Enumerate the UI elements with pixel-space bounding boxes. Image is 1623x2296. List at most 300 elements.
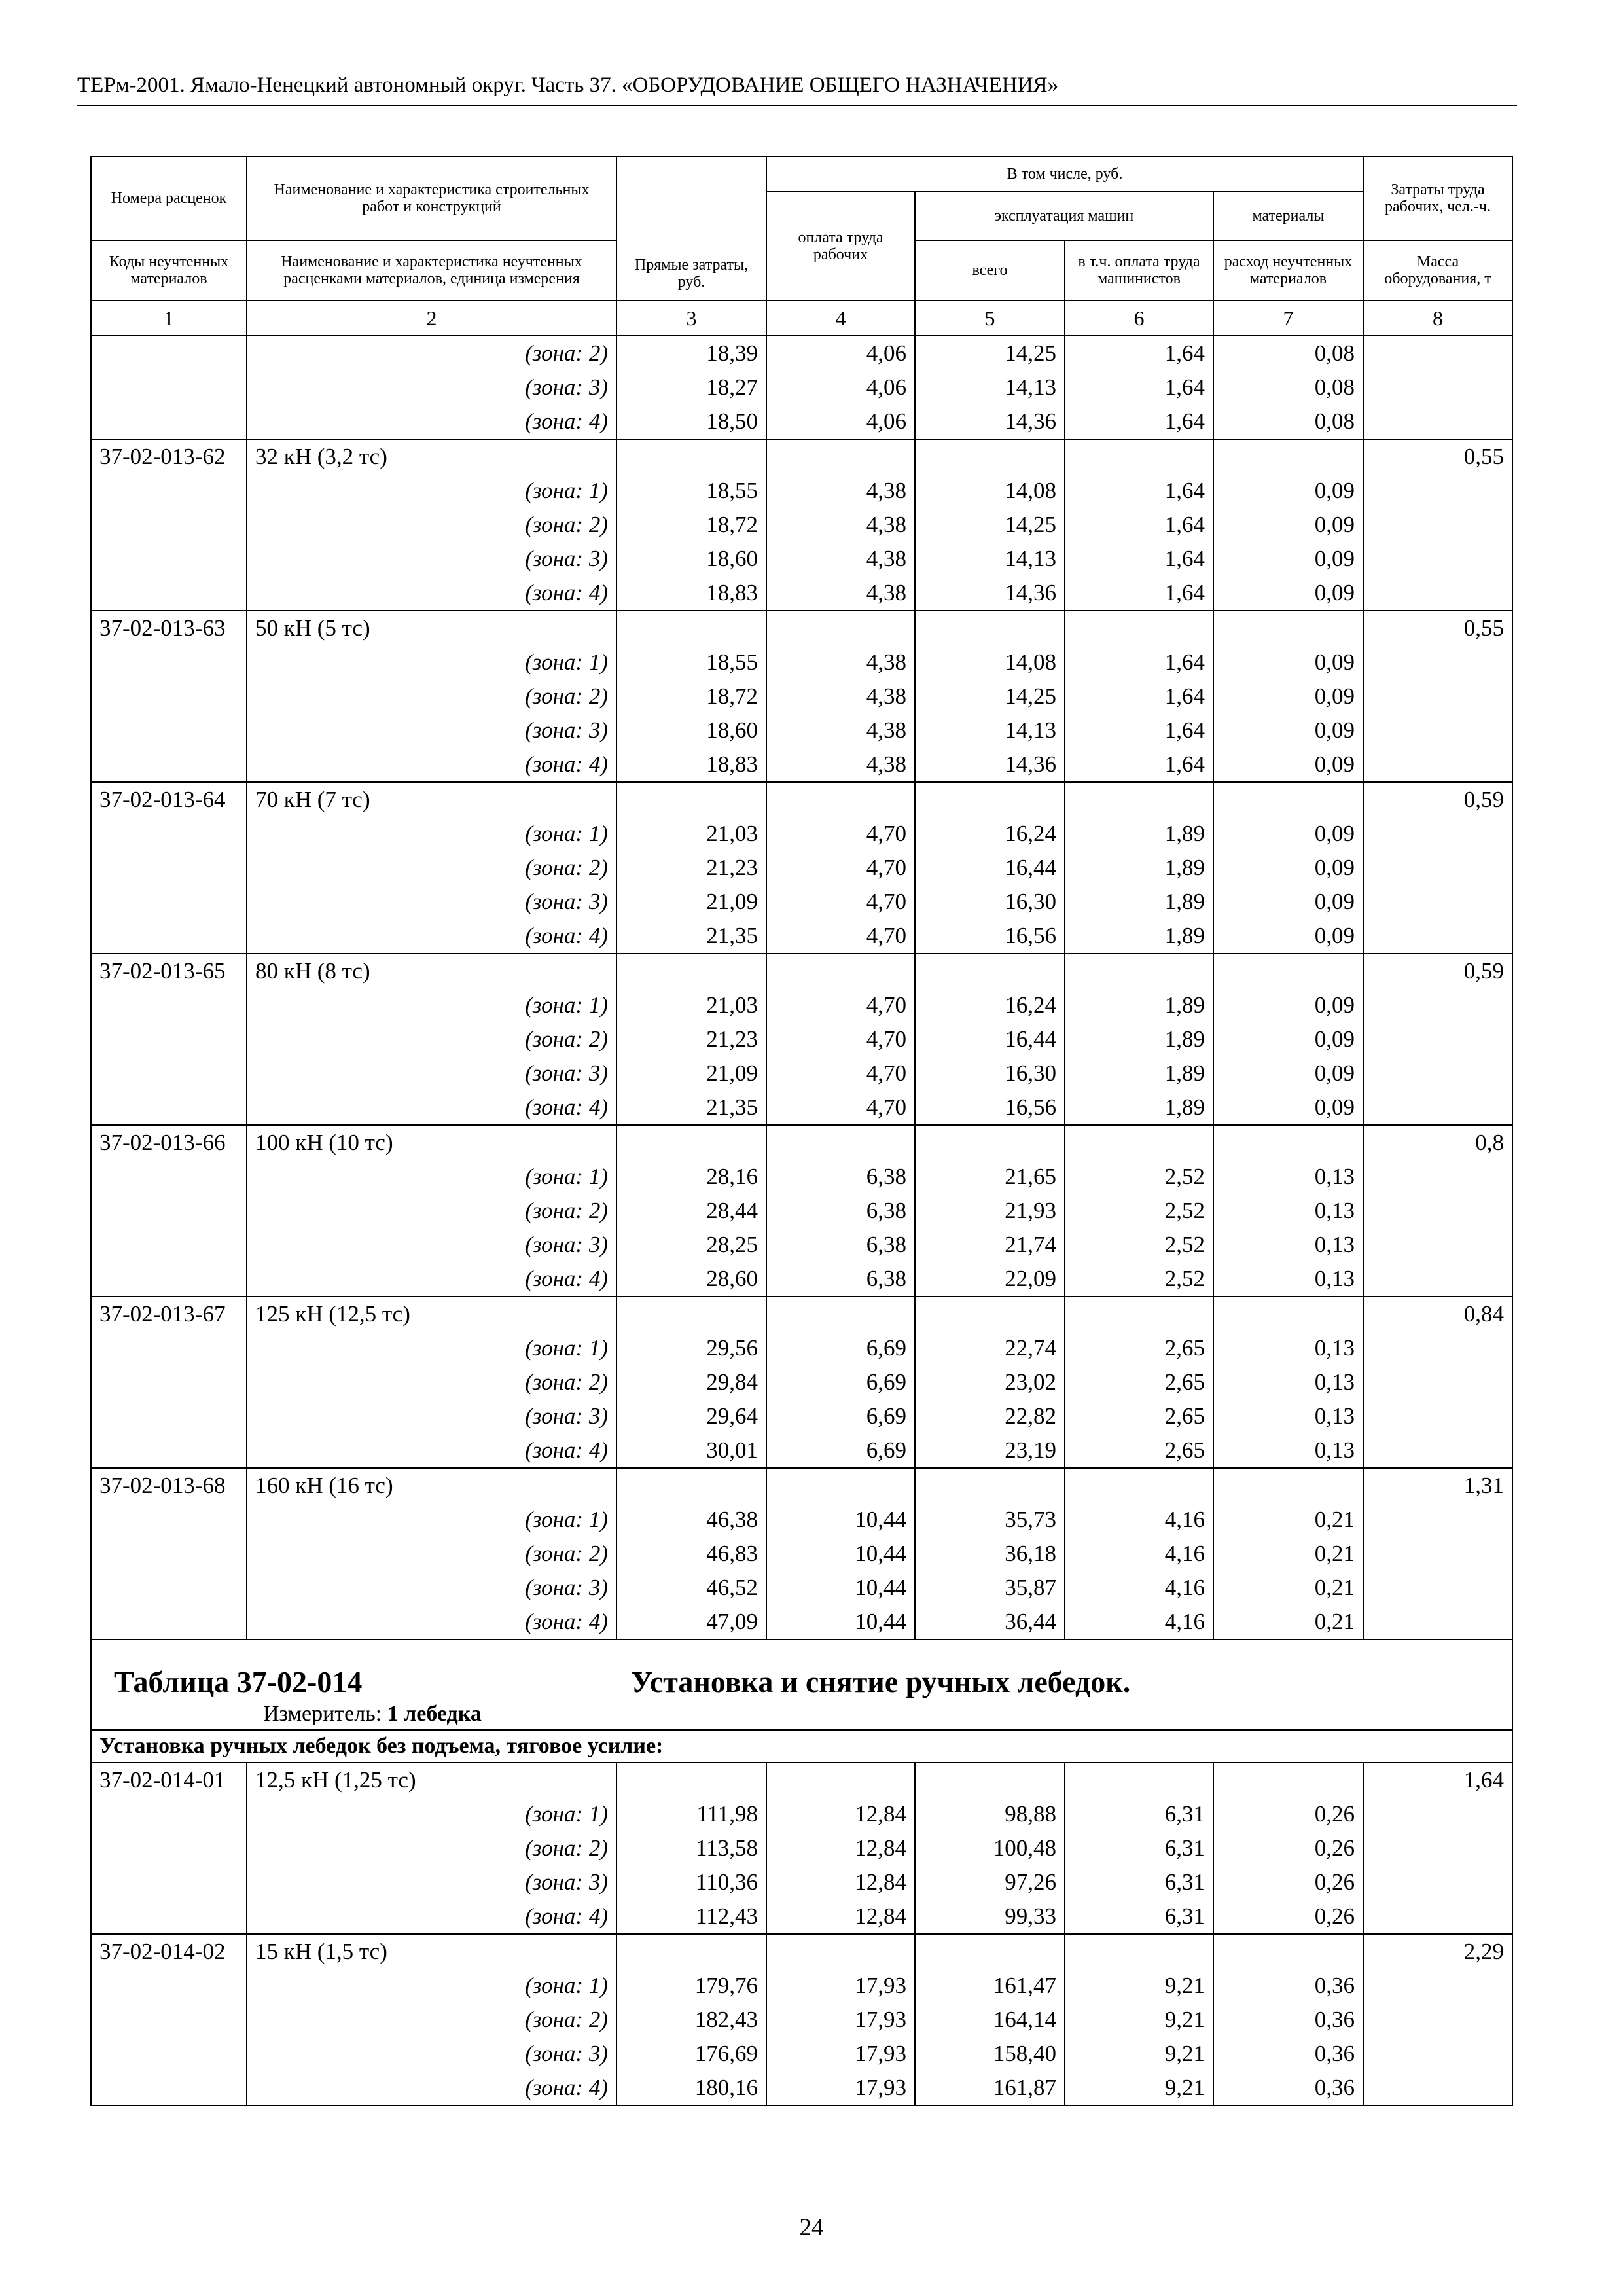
direct-costs-value: 21,23 bbox=[616, 851, 766, 885]
empty-cell bbox=[91, 988, 247, 1022]
zone-row bbox=[91, 336, 1512, 370]
col-direct-costs: Прямые затраты, руб. bbox=[616, 156, 766, 300]
direct-costs-value: 176,69 bbox=[616, 2037, 766, 2071]
empty-cell bbox=[1363, 747, 1512, 782]
labor-pay-value: 12,84 bbox=[766, 1831, 915, 1865]
empty-cell bbox=[91, 1399, 247, 1433]
empty-cell bbox=[1363, 1331, 1512, 1365]
operator-pay-value: 9,21 bbox=[1065, 1969, 1213, 2003]
labor-pay-value: 4,38 bbox=[766, 474, 915, 508]
empty-cell bbox=[1213, 954, 1363, 988]
labor-pay-value: 17,93 bbox=[766, 2003, 915, 2037]
materials-value: 0,26 bbox=[1213, 1831, 1363, 1865]
empty-cell bbox=[915, 1934, 1065, 1969]
empty-cell bbox=[1363, 1865, 1512, 1899]
labor-pay-value: 6,38 bbox=[766, 1160, 915, 1194]
machine-total-value: 14,13 bbox=[915, 370, 1065, 404]
direct-costs-value: 18,55 bbox=[616, 474, 766, 508]
zone-row bbox=[91, 747, 1512, 782]
labor-costs-value: 0,8 bbox=[1363, 1125, 1512, 1160]
subheading-row bbox=[91, 1730, 1512, 1763]
empty-cell bbox=[91, 713, 247, 747]
empty-cell bbox=[1065, 1125, 1213, 1160]
zone-row bbox=[91, 1571, 1512, 1605]
empty-cell bbox=[1213, 1763, 1363, 1797]
rate-name: 12,5 кН (1,25 тс) bbox=[247, 1763, 616, 1797]
machine-total-value: 161,87 bbox=[915, 2071, 1065, 2106]
machine-total-value: 22,82 bbox=[915, 1399, 1065, 1433]
direct-costs-value: 18,72 bbox=[616, 679, 766, 713]
machine-total-value: 14,25 bbox=[915, 679, 1065, 713]
empty-cell bbox=[1363, 817, 1512, 851]
empty-cell bbox=[1363, 1969, 1512, 2003]
labor-pay-value: 4,70 bbox=[766, 885, 915, 919]
empty-cell bbox=[915, 611, 1065, 645]
empty-cell bbox=[1363, 336, 1512, 370]
operator-pay-value: 4,16 bbox=[1065, 1571, 1213, 1605]
col-work-name: Наименование и характеристика строительных работ и конструкций bbox=[247, 156, 616, 240]
empty-cell bbox=[1213, 1468, 1363, 1503]
table-id: Таблица 37-02-014 bbox=[114, 1665, 363, 1698]
zone-row bbox=[91, 1022, 1512, 1056]
empty-cell bbox=[1363, 713, 1512, 747]
zone-label: (зона: 2) bbox=[247, 851, 616, 885]
labor-pay-value: 4,38 bbox=[766, 747, 915, 782]
col-number: 1 bbox=[91, 300, 247, 336]
machine-total-value: 97,26 bbox=[915, 1865, 1065, 1899]
operator-pay-value: 2,65 bbox=[1065, 1365, 1213, 1399]
operator-pay-value: 9,21 bbox=[1065, 2003, 1213, 2037]
col-number: 6 bbox=[1065, 300, 1213, 336]
direct-costs-value: 28,60 bbox=[616, 1262, 766, 1297]
zone-label: (зона: 4) bbox=[247, 1605, 616, 1640]
zone-label: (зона: 3) bbox=[247, 1865, 616, 1899]
zone-row bbox=[91, 1056, 1512, 1090]
zone-row bbox=[91, 1503, 1512, 1537]
rate-row bbox=[91, 1934, 1512, 1969]
empty-cell bbox=[1363, 1228, 1512, 1262]
empty-cell bbox=[91, 1194, 247, 1228]
operator-pay-value: 1,64 bbox=[1065, 679, 1213, 713]
labor-pay-value: 17,93 bbox=[766, 2037, 915, 2071]
materials-value: 0,36 bbox=[1213, 2071, 1363, 2106]
operator-pay-value: 1,89 bbox=[1065, 1090, 1213, 1125]
labor-pay-value: 6,69 bbox=[766, 1399, 915, 1433]
labor-pay-value: 17,93 bbox=[766, 1969, 915, 2003]
page-number: 24 bbox=[799, 2214, 824, 2241]
empty-cell bbox=[1363, 1537, 1512, 1571]
empty-cell bbox=[766, 954, 915, 988]
empty-cell bbox=[915, 1297, 1065, 1331]
zone-label: (зона: 2) bbox=[247, 508, 616, 542]
empty-cell bbox=[91, 404, 247, 439]
materials-value: 0,09 bbox=[1213, 474, 1363, 508]
materials-value: 0,13 bbox=[1213, 1365, 1363, 1399]
zone-label: (зона: 1) bbox=[247, 1331, 616, 1365]
zone-row bbox=[91, 1899, 1512, 1934]
empty-cell bbox=[91, 1228, 247, 1262]
operator-pay-value: 1,89 bbox=[1065, 1056, 1213, 1090]
header-rule bbox=[77, 105, 1517, 106]
empty-cell bbox=[1363, 1899, 1512, 1934]
operator-pay-value: 4,16 bbox=[1065, 1503, 1213, 1537]
empty-cell bbox=[91, 1899, 247, 1934]
materials-value: 0,21 bbox=[1213, 1537, 1363, 1571]
labor-pay-value: 4,06 bbox=[766, 336, 915, 370]
empty-cell bbox=[1363, 919, 1512, 954]
col-number: 8 bbox=[1363, 300, 1512, 336]
labor-pay-value: 6,69 bbox=[766, 1433, 915, 1468]
rate-code: 37-02-013-65 bbox=[91, 954, 247, 988]
machine-total-value: 16,24 bbox=[915, 988, 1065, 1022]
empty-cell bbox=[1213, 439, 1363, 474]
empty-cell bbox=[91, 370, 247, 404]
materials-value: 0,09 bbox=[1213, 713, 1363, 747]
operator-pay-value: 6,31 bbox=[1065, 1899, 1213, 1934]
rate-code: 37-02-013-63 bbox=[91, 611, 247, 645]
measure-value: 1 лебедка bbox=[387, 1702, 482, 1726]
col-machine-total: всего bbox=[915, 240, 1065, 300]
zone-row bbox=[91, 1399, 1512, 1433]
machine-total-value: 16,30 bbox=[915, 1056, 1065, 1090]
empty-cell bbox=[91, 1331, 247, 1365]
zone-row bbox=[91, 404, 1512, 439]
operator-pay-value: 1,89 bbox=[1065, 919, 1213, 954]
col-material-name: Наименование и характеристика неучтенных расценками материалов, единица измерения bbox=[247, 240, 616, 300]
materials-value: 0,09 bbox=[1213, 817, 1363, 851]
empty-cell bbox=[1363, 2037, 1512, 2071]
materials-value: 0,13 bbox=[1213, 1262, 1363, 1297]
direct-costs-value: 18,83 bbox=[616, 747, 766, 782]
operator-pay-value: 1,64 bbox=[1065, 542, 1213, 576]
section-title-cell bbox=[91, 1640, 1512, 1730]
empty-cell bbox=[91, 1571, 247, 1605]
rate-name: 100 кН (10 тс) bbox=[247, 1125, 616, 1160]
empty-cell bbox=[1213, 611, 1363, 645]
materials-value: 0,36 bbox=[1213, 2003, 1363, 2037]
machine-total-value: 16,44 bbox=[915, 1022, 1065, 1056]
machine-total-value: 21,93 bbox=[915, 1194, 1065, 1228]
zone-label: (зона: 1) bbox=[247, 1160, 616, 1194]
labor-pay-value: 17,93 bbox=[766, 2071, 915, 2106]
empty-cell bbox=[1065, 1934, 1213, 1969]
direct-costs-value: 21,09 bbox=[616, 1056, 766, 1090]
direct-costs-value: 180,16 bbox=[616, 2071, 766, 2106]
zone-label: (зона: 3) bbox=[247, 1056, 616, 1090]
materials-value: 0,13 bbox=[1213, 1433, 1363, 1468]
machine-total-value: 14,08 bbox=[915, 645, 1065, 679]
empty-cell bbox=[91, 1503, 247, 1537]
labor-pay-value: 4,38 bbox=[766, 542, 915, 576]
direct-costs-value: 28,44 bbox=[616, 1194, 766, 1228]
zone-row bbox=[91, 885, 1512, 919]
zone-row bbox=[91, 2003, 1512, 2037]
machine-total-value: 23,02 bbox=[915, 1365, 1065, 1399]
machine-total-value: 14,13 bbox=[915, 713, 1065, 747]
direct-costs-value: 46,38 bbox=[616, 1503, 766, 1537]
machine-total-value: 16,56 bbox=[915, 919, 1065, 954]
operator-pay-value: 2,52 bbox=[1065, 1160, 1213, 1194]
labor-costs-value: 0,55 bbox=[1363, 611, 1512, 645]
materials-value: 0,21 bbox=[1213, 1605, 1363, 1640]
labor-pay-value: 6,69 bbox=[766, 1365, 915, 1399]
labor-pay-value: 4,38 bbox=[766, 576, 915, 611]
empty-cell bbox=[1363, 1056, 1512, 1090]
operator-pay-value: 1,89 bbox=[1065, 817, 1213, 851]
materials-value: 0,08 bbox=[1213, 336, 1363, 370]
direct-costs-value: 30,01 bbox=[616, 1433, 766, 1468]
table-title: Установка и снятие ручных лебедок. bbox=[631, 1665, 1131, 1698]
machine-total-value: 35,87 bbox=[915, 1571, 1065, 1605]
empty-cell bbox=[766, 782, 915, 817]
materials-value: 0,36 bbox=[1213, 1969, 1363, 2003]
direct-costs-value: 29,56 bbox=[616, 1331, 766, 1365]
zone-row bbox=[91, 1262, 1512, 1297]
zone-label: (зона: 4) bbox=[247, 1090, 616, 1125]
empty-cell bbox=[91, 1605, 247, 1640]
materials-value: 0,09 bbox=[1213, 1056, 1363, 1090]
empty-cell bbox=[91, 1056, 247, 1090]
empty-cell bbox=[1363, 404, 1512, 439]
empty-cell bbox=[91, 679, 247, 713]
machine-total-value: 16,24 bbox=[915, 817, 1065, 851]
labor-pay-value: 4,38 bbox=[766, 508, 915, 542]
empty-cell bbox=[91, 2003, 247, 2037]
zone-row bbox=[91, 713, 1512, 747]
rate-name: 50 кН (5 тс) bbox=[247, 611, 616, 645]
zone-row bbox=[91, 988, 1512, 1022]
empty-cell bbox=[1363, 508, 1512, 542]
direct-costs-value: 18,50 bbox=[616, 404, 766, 439]
empty-cell bbox=[616, 1468, 766, 1503]
direct-costs-value: 110,36 bbox=[616, 1865, 766, 1899]
zone-label: (зона: 3) bbox=[247, 1571, 616, 1605]
machine-total-value: 161,47 bbox=[915, 1969, 1065, 2003]
machine-total-value: 14,13 bbox=[915, 542, 1065, 576]
col-number: 2 bbox=[247, 300, 616, 336]
rate-code: 37-02-013-67 bbox=[91, 1297, 247, 1331]
zone-row bbox=[91, 1194, 1512, 1228]
operator-pay-value: 4,16 bbox=[1065, 1537, 1213, 1571]
zone-label: (зона: 1) bbox=[247, 645, 616, 679]
direct-costs-value: 112,43 bbox=[616, 1899, 766, 1934]
zone-label: (зона: 4) bbox=[247, 2071, 616, 2106]
empty-cell bbox=[616, 954, 766, 988]
direct-costs-value: 21,03 bbox=[616, 988, 766, 1022]
zone-row bbox=[91, 817, 1512, 851]
empty-cell bbox=[1363, 1605, 1512, 1640]
direct-costs-value: 21,03 bbox=[616, 817, 766, 851]
labor-pay-value: 4,70 bbox=[766, 988, 915, 1022]
operator-pay-value: 6,31 bbox=[1065, 1831, 1213, 1865]
operator-pay-value: 2,52 bbox=[1065, 1194, 1213, 1228]
zone-row bbox=[91, 1228, 1512, 1262]
operator-pay-value: 1,64 bbox=[1065, 474, 1213, 508]
operator-pay-value: 2,65 bbox=[1065, 1399, 1213, 1433]
zone-label: (зона: 4) bbox=[247, 576, 616, 611]
zone-label: (зона: 4) bbox=[247, 404, 616, 439]
empty-cell bbox=[91, 645, 247, 679]
materials-value: 0,13 bbox=[1213, 1228, 1363, 1262]
empty-cell bbox=[1213, 782, 1363, 817]
zone-row bbox=[91, 542, 1512, 576]
empty-cell bbox=[91, 1831, 247, 1865]
zone-row bbox=[91, 370, 1512, 404]
rates-table-body bbox=[91, 156, 1512, 2106]
zone-label: (зона: 3) bbox=[247, 542, 616, 576]
empty-cell bbox=[1363, 1571, 1512, 1605]
zone-label: (зона: 4) bbox=[247, 747, 616, 782]
empty-cell bbox=[91, 1797, 247, 1831]
direct-costs-value: 18,83 bbox=[616, 576, 766, 611]
machine-total-value: 21,74 bbox=[915, 1228, 1065, 1262]
rate-row bbox=[91, 611, 1512, 645]
labor-pay-value: 4,70 bbox=[766, 1090, 915, 1125]
table-section-title bbox=[91, 1640, 1512, 1730]
empty-cell bbox=[1065, 439, 1213, 474]
column-number-row bbox=[91, 300, 1512, 336]
zone-label: (зона: 3) bbox=[247, 1228, 616, 1262]
zone-label: (зона: 1) bbox=[247, 1969, 616, 2003]
materials-value: 0,13 bbox=[1213, 1194, 1363, 1228]
empty-cell bbox=[91, 885, 247, 919]
col-machine-operator-pay: в т.ч. оплата труда машинистов bbox=[1065, 240, 1213, 300]
materials-value: 0,09 bbox=[1213, 576, 1363, 611]
col-unaccounted-consumption: расход неучтенных материалов bbox=[1213, 240, 1363, 300]
machine-total-value: 99,33 bbox=[915, 1899, 1065, 1934]
header-row-1 bbox=[91, 156, 1512, 192]
direct-costs-value: 18,60 bbox=[616, 713, 766, 747]
materials-value: 0,09 bbox=[1213, 919, 1363, 954]
machine-total-value: 35,73 bbox=[915, 1503, 1065, 1537]
materials-value: 0,09 bbox=[1213, 542, 1363, 576]
operator-pay-value: 6,31 bbox=[1065, 1865, 1213, 1899]
labor-pay-value: 12,84 bbox=[766, 1797, 915, 1831]
zone-row bbox=[91, 679, 1512, 713]
zone-row bbox=[91, 645, 1512, 679]
measure-line bbox=[99, 1699, 1504, 1729]
machine-total-value: 36,44 bbox=[915, 1605, 1065, 1640]
empty-cell bbox=[766, 439, 915, 474]
operator-pay-value: 1,89 bbox=[1065, 851, 1213, 885]
zone-row bbox=[91, 1365, 1512, 1399]
col-labor-costs: Затраты труда рабочих, чел.-ч. bbox=[1363, 156, 1512, 240]
zone-row bbox=[91, 2037, 1512, 2071]
zone-row bbox=[91, 1605, 1512, 1640]
machine-total-value: 22,74 bbox=[915, 1331, 1065, 1365]
zone-row bbox=[91, 1537, 1512, 1571]
empty-cell bbox=[616, 1125, 766, 1160]
empty-cell bbox=[616, 611, 766, 645]
direct-costs-value: 113,58 bbox=[616, 1831, 766, 1865]
col-materials: материалы bbox=[1213, 192, 1363, 240]
labor-pay-value: 6,69 bbox=[766, 1331, 915, 1365]
operator-pay-value: 4,16 bbox=[1065, 1605, 1213, 1640]
direct-costs-value: 46,52 bbox=[616, 1571, 766, 1605]
rate-row bbox=[91, 439, 1512, 474]
empty-cell bbox=[1363, 1090, 1512, 1125]
labor-costs-value: 0,59 bbox=[1363, 782, 1512, 817]
zone-row bbox=[91, 851, 1512, 885]
operator-pay-value: 1,64 bbox=[1065, 508, 1213, 542]
empty-cell bbox=[91, 919, 247, 954]
direct-costs-value: 21,09 bbox=[616, 885, 766, 919]
empty-cell bbox=[91, 2071, 247, 2106]
rates-table bbox=[90, 156, 1513, 2106]
machine-total-value: 21,65 bbox=[915, 1160, 1065, 1194]
rate-row bbox=[91, 1297, 1512, 1331]
empty-cell bbox=[1213, 1297, 1363, 1331]
labor-costs-value: 1,64 bbox=[1363, 1763, 1512, 1797]
zone-label: (зона: 3) bbox=[247, 1399, 616, 1433]
machine-total-value: 22,09 bbox=[915, 1262, 1065, 1297]
zone-label: (зона: 1) bbox=[247, 988, 616, 1022]
direct-costs-value: 182,43 bbox=[616, 2003, 766, 2037]
col-number: 5 bbox=[915, 300, 1065, 336]
empty-cell bbox=[1363, 1022, 1512, 1056]
labor-pay-value: 10,44 bbox=[766, 1605, 915, 1640]
materials-value: 0,13 bbox=[1213, 1160, 1363, 1194]
empty-cell bbox=[616, 439, 766, 474]
materials-value: 0,26 bbox=[1213, 1797, 1363, 1831]
empty-cell bbox=[766, 1763, 915, 1797]
running-header: ТЕРм-2001. Ямало-Ненецкий автономный округ. Часть 37. «ОБОРУДОВАНИЕ ОБЩЕГО НАЗНАЧЕНИЯ» bbox=[77, 73, 1059, 97]
direct-costs-value: 46,83 bbox=[616, 1537, 766, 1571]
direct-costs-value: 111,98 bbox=[616, 1797, 766, 1831]
machine-total-value: 158,40 bbox=[915, 2037, 1065, 2071]
operator-pay-value: 1,64 bbox=[1065, 370, 1213, 404]
empty-cell bbox=[91, 2037, 247, 2071]
empty-cell bbox=[1213, 1934, 1363, 1969]
machine-total-value: 14,25 bbox=[915, 336, 1065, 370]
materials-value: 0,21 bbox=[1213, 1571, 1363, 1605]
labor-pay-value: 10,44 bbox=[766, 1503, 915, 1537]
zone-label: (зона: 3) bbox=[247, 370, 616, 404]
direct-costs-value: 18,60 bbox=[616, 542, 766, 576]
empty-cell bbox=[1363, 542, 1512, 576]
zone-label: (зона: 4) bbox=[247, 1433, 616, 1468]
rate-code: 37-02-013-68 bbox=[91, 1468, 247, 1503]
rate-name: 160 кН (16 тс) bbox=[247, 1468, 616, 1503]
col-number: 4 bbox=[766, 300, 915, 336]
empty-cell bbox=[1065, 611, 1213, 645]
materials-value: 0,13 bbox=[1213, 1331, 1363, 1365]
direct-costs-value: 18,55 bbox=[616, 645, 766, 679]
rate-name: 15 кН (1,5 тс) bbox=[247, 1934, 616, 1969]
empty-cell bbox=[1363, 1262, 1512, 1297]
zone-label: (зона: 2) bbox=[247, 1537, 616, 1571]
rate-name: 32 кН (3,2 тс) bbox=[247, 439, 616, 474]
materials-value: 0,36 bbox=[1213, 2037, 1363, 2071]
empty-cell bbox=[766, 1934, 915, 1969]
operator-pay-value: 1,89 bbox=[1065, 1022, 1213, 1056]
col-number: 3 bbox=[616, 300, 766, 336]
machine-total-value: 16,30 bbox=[915, 885, 1065, 919]
direct-costs-value: 29,64 bbox=[616, 1399, 766, 1433]
rate-row bbox=[91, 1763, 1512, 1797]
machine-total-value: 14,36 bbox=[915, 404, 1065, 439]
operator-pay-value: 1,64 bbox=[1065, 713, 1213, 747]
operator-pay-value: 1,89 bbox=[1065, 885, 1213, 919]
direct-costs-value: 18,39 bbox=[616, 336, 766, 370]
zone-label: (зона: 2) bbox=[247, 679, 616, 713]
zone-label: (зона: 1) bbox=[247, 1503, 616, 1537]
empty-cell bbox=[1363, 576, 1512, 611]
col-rate-numbers: Номера расценок bbox=[91, 156, 247, 240]
zone-row bbox=[91, 1331, 1512, 1365]
empty-cell bbox=[1363, 1365, 1512, 1399]
empty-cell bbox=[1363, 1831, 1512, 1865]
